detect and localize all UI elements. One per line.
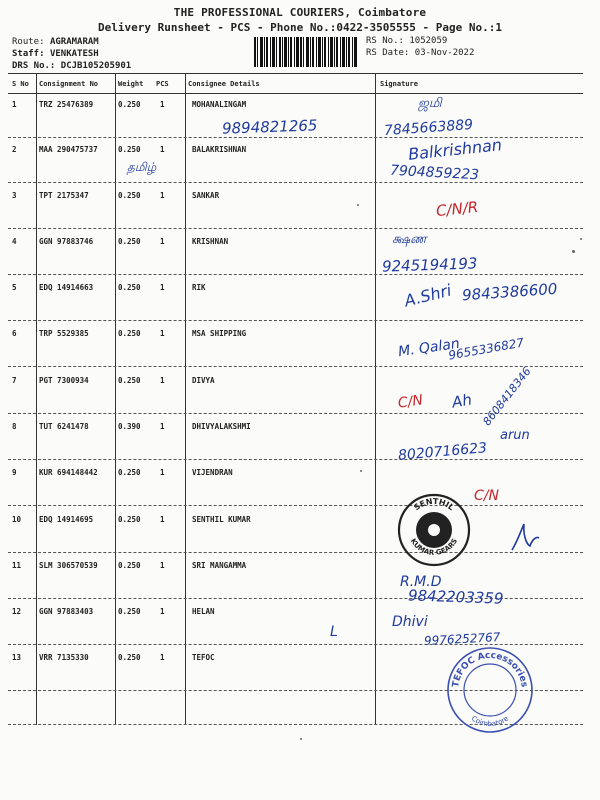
sheet-title: Delivery Runsheet - PCS - Phone No.:0422-3505555 - Page No.:1 <box>98 21 502 34</box>
row-separator <box>8 552 583 553</box>
stamp-text-top: TEFOC Accessories <box>451 650 529 689</box>
cell-consignee: DHIVYALAKSHMI <box>192 422 251 431</box>
scan-speck <box>580 238 582 240</box>
cell-sno: 13 <box>12 653 22 662</box>
drs-value: DCJB105205901 <box>60 61 132 71</box>
signature-name: Ah <box>450 390 474 412</box>
company-name: THE PROFESSIONAL COURIERS, Coimbatore <box>173 6 427 19</box>
col-header-signature: Signature <box>380 80 418 88</box>
cell-pcs: 1 <box>160 607 165 616</box>
cell-pcs: 1 <box>160 515 165 524</box>
cell-consignee: RIK <box>192 283 206 292</box>
scan-speck <box>360 470 362 472</box>
cell-consignee: BALAKRISHNAN <box>192 145 247 154</box>
scan-speck <box>300 738 302 740</box>
row-separator <box>8 182 583 183</box>
signature-name: M. Qalan <box>397 335 461 361</box>
cell-sno: 11 <box>12 561 22 570</box>
cell-pcs: 1 <box>160 422 165 431</box>
signature-name: Dhivi <box>392 614 428 630</box>
handwritten-phone: 7904859223 <box>389 162 480 184</box>
col-divider <box>115 73 116 725</box>
cn-mark: C/N <box>474 488 499 504</box>
cell-pcs: 1 <box>160 561 165 570</box>
cell-weight: 0.390 <box>118 422 141 431</box>
cell-consignment: TPT 2175347 <box>39 191 89 200</box>
cell-pcs: 1 <box>160 653 165 662</box>
col-header-pcs: PCS <box>156 80 169 88</box>
cell-weight: 0.250 <box>118 561 141 570</box>
cn-mark: C/N/R <box>435 197 480 221</box>
col-divider <box>375 73 376 725</box>
scan-speck <box>357 204 359 206</box>
row-separator <box>8 505 583 506</box>
tefoc-stamp <box>444 644 536 736</box>
cell-sno: 7 <box>12 376 17 385</box>
col-header-consignee: Consignee Details <box>188 80 260 88</box>
barcode <box>254 37 358 67</box>
cell-sno: 10 <box>12 515 22 524</box>
signature-name: arun <box>500 428 530 443</box>
signature-name: R.M.D <box>400 574 442 590</box>
table-header-rule <box>8 93 583 94</box>
cn-mark: C/N <box>397 392 424 412</box>
cell-pcs: 1 <box>160 283 165 292</box>
handwritten-phone: 9894821265 <box>221 116 318 138</box>
cell-pcs: 1 <box>160 376 165 385</box>
cell-consignee: MOHANALINGAM <box>192 100 247 109</box>
rs-date-line <box>366 48 474 58</box>
signature-name: க்ஷண <box>392 232 427 247</box>
cell-sno: 12 <box>12 607 22 616</box>
route-value: AGRAMARAM <box>49 37 99 47</box>
col-divider <box>36 73 37 725</box>
rs-date-value: 03-Nov-2022 <box>414 48 475 58</box>
row-separator <box>8 228 583 229</box>
handwritten-phone: 8608418346 <box>480 364 534 429</box>
handwritten-phone: 8020716623 <box>397 440 488 464</box>
cell-sno: 2 <box>12 145 17 154</box>
staff-value: VENKATESH <box>49 49 99 59</box>
cell-consignee: DIVYA <box>192 376 215 385</box>
cell-consignment: TRZ 25476389 <box>39 100 94 109</box>
cell-weight: 0.250 <box>118 100 141 109</box>
cell-pcs: 1 <box>160 191 165 200</box>
cell-weight: 0.250 <box>118 468 141 477</box>
company-stamp <box>396 492 472 568</box>
staff-label: Staff: <box>12 49 45 59</box>
row-separator <box>8 459 583 460</box>
rs-no-value: 1052059 <box>409 36 448 46</box>
cell-pcs: 1 <box>160 329 165 338</box>
scan-speck <box>572 250 575 253</box>
cell-consignment: EDQ 14914663 <box>39 283 94 292</box>
cell-weight: 0.250 <box>118 191 141 200</box>
cell-consignee: TEFOC <box>192 653 215 662</box>
row-separator <box>8 320 583 321</box>
handwritten-phone: 9843386600 <box>461 279 558 305</box>
cell-consignee: SRI MANGAMMA <box>192 561 247 570</box>
cell-sno: 3 <box>12 191 17 200</box>
handwritten-phone: 9842203359 <box>407 586 504 608</box>
cell-weight: 0.250 <box>118 607 141 616</box>
stamp-text-bottom: KUMAR GEARS <box>408 537 460 557</box>
route-label: Route: <box>12 37 45 47</box>
cell-consignee: SENTHIL KUMAR <box>192 515 251 524</box>
rs-no-label: RS No.: <box>366 36 404 46</box>
handwritten-phone: 9245194193 <box>381 254 478 276</box>
cell-weight: 0.250 <box>118 283 141 292</box>
cell-weight: 0.250 <box>118 653 141 662</box>
cell-weight: 0.250 <box>118 329 141 338</box>
cell-weight: 0.250 <box>118 376 141 385</box>
cell-pcs: 1 <box>160 145 165 154</box>
col-header-weight: Weight <box>118 80 144 88</box>
cell-consignee: HELAN <box>192 607 215 616</box>
signature-scribble <box>508 520 542 556</box>
cell-sno: 4 <box>12 237 17 246</box>
cell-consignment: VRR 7135330 <box>39 653 89 662</box>
cell-pcs: 1 <box>160 100 165 109</box>
cell-consignment: EDQ 14914695 <box>39 515 94 524</box>
handwritten-phone: 9976252767 <box>423 630 501 648</box>
cell-sno: 6 <box>12 329 17 338</box>
stamp-text-bottom: Coimbatore <box>469 714 511 729</box>
cell-weight: 0.250 <box>118 145 141 154</box>
cell-sno: 5 <box>12 283 17 292</box>
handwritten-phone: 7845663889 <box>383 116 474 140</box>
col-header-consignment: Consignment No <box>39 80 99 88</box>
rs-no-line <box>366 36 447 46</box>
stamp-text-top: SENTHIL <box>412 496 456 513</box>
handwritten-phone: 9655336827 <box>447 335 525 363</box>
cell-weight: 0.250 <box>118 237 141 246</box>
cell-consignee: SANKAR <box>192 191 220 200</box>
handwritten-note: தமிழ் <box>127 160 157 174</box>
signature-name: A.Shri <box>402 280 454 311</box>
cell-consignee: VIJENDRAN <box>192 468 233 477</box>
cell-weight: 0.250 <box>118 515 141 524</box>
cell-sno: 8 <box>12 422 17 431</box>
cell-consignment: SLM 306570539 <box>39 561 98 570</box>
cell-sno: 9 <box>12 468 17 477</box>
cell-sno: 1 <box>12 100 17 109</box>
cell-consignment: TRP 5529385 <box>39 329 89 338</box>
cell-consignment: GGN 97883403 <box>39 607 94 616</box>
cell-pcs: 1 <box>160 468 165 477</box>
cell-consignment: MAA 290475737 <box>39 145 98 154</box>
row-separator <box>8 366 583 367</box>
route-line <box>12 37 99 47</box>
cell-consignment: GGN 97883746 <box>39 237 94 246</box>
cell-consignee: MSA SHIPPING <box>192 329 247 338</box>
handwritten-mark: L <box>330 624 338 640</box>
rs-date-label: RS Date: <box>366 48 410 58</box>
col-header-sno: S No <box>12 80 29 88</box>
signature-name: Balkrishnan <box>407 135 503 164</box>
svg-text:TEFOC Accessories <box>451 651 529 688</box>
cell-pcs: 1 <box>160 237 165 246</box>
signature-name: ஜமி <box>418 96 442 111</box>
drs-line <box>12 61 131 71</box>
col-divider <box>185 73 186 725</box>
cell-consignment: TUT 6241478 <box>39 422 89 431</box>
cell-consignment: PGT 7300934 <box>39 376 89 385</box>
staff-line <box>12 49 99 59</box>
cell-consignee: KRISHNAN <box>192 237 229 246</box>
cell-consignment: KUR 694148442 <box>39 468 98 477</box>
table-top-rule <box>8 73 583 74</box>
drs-label: DRS No.: <box>12 61 56 71</box>
row-separator <box>8 274 583 275</box>
